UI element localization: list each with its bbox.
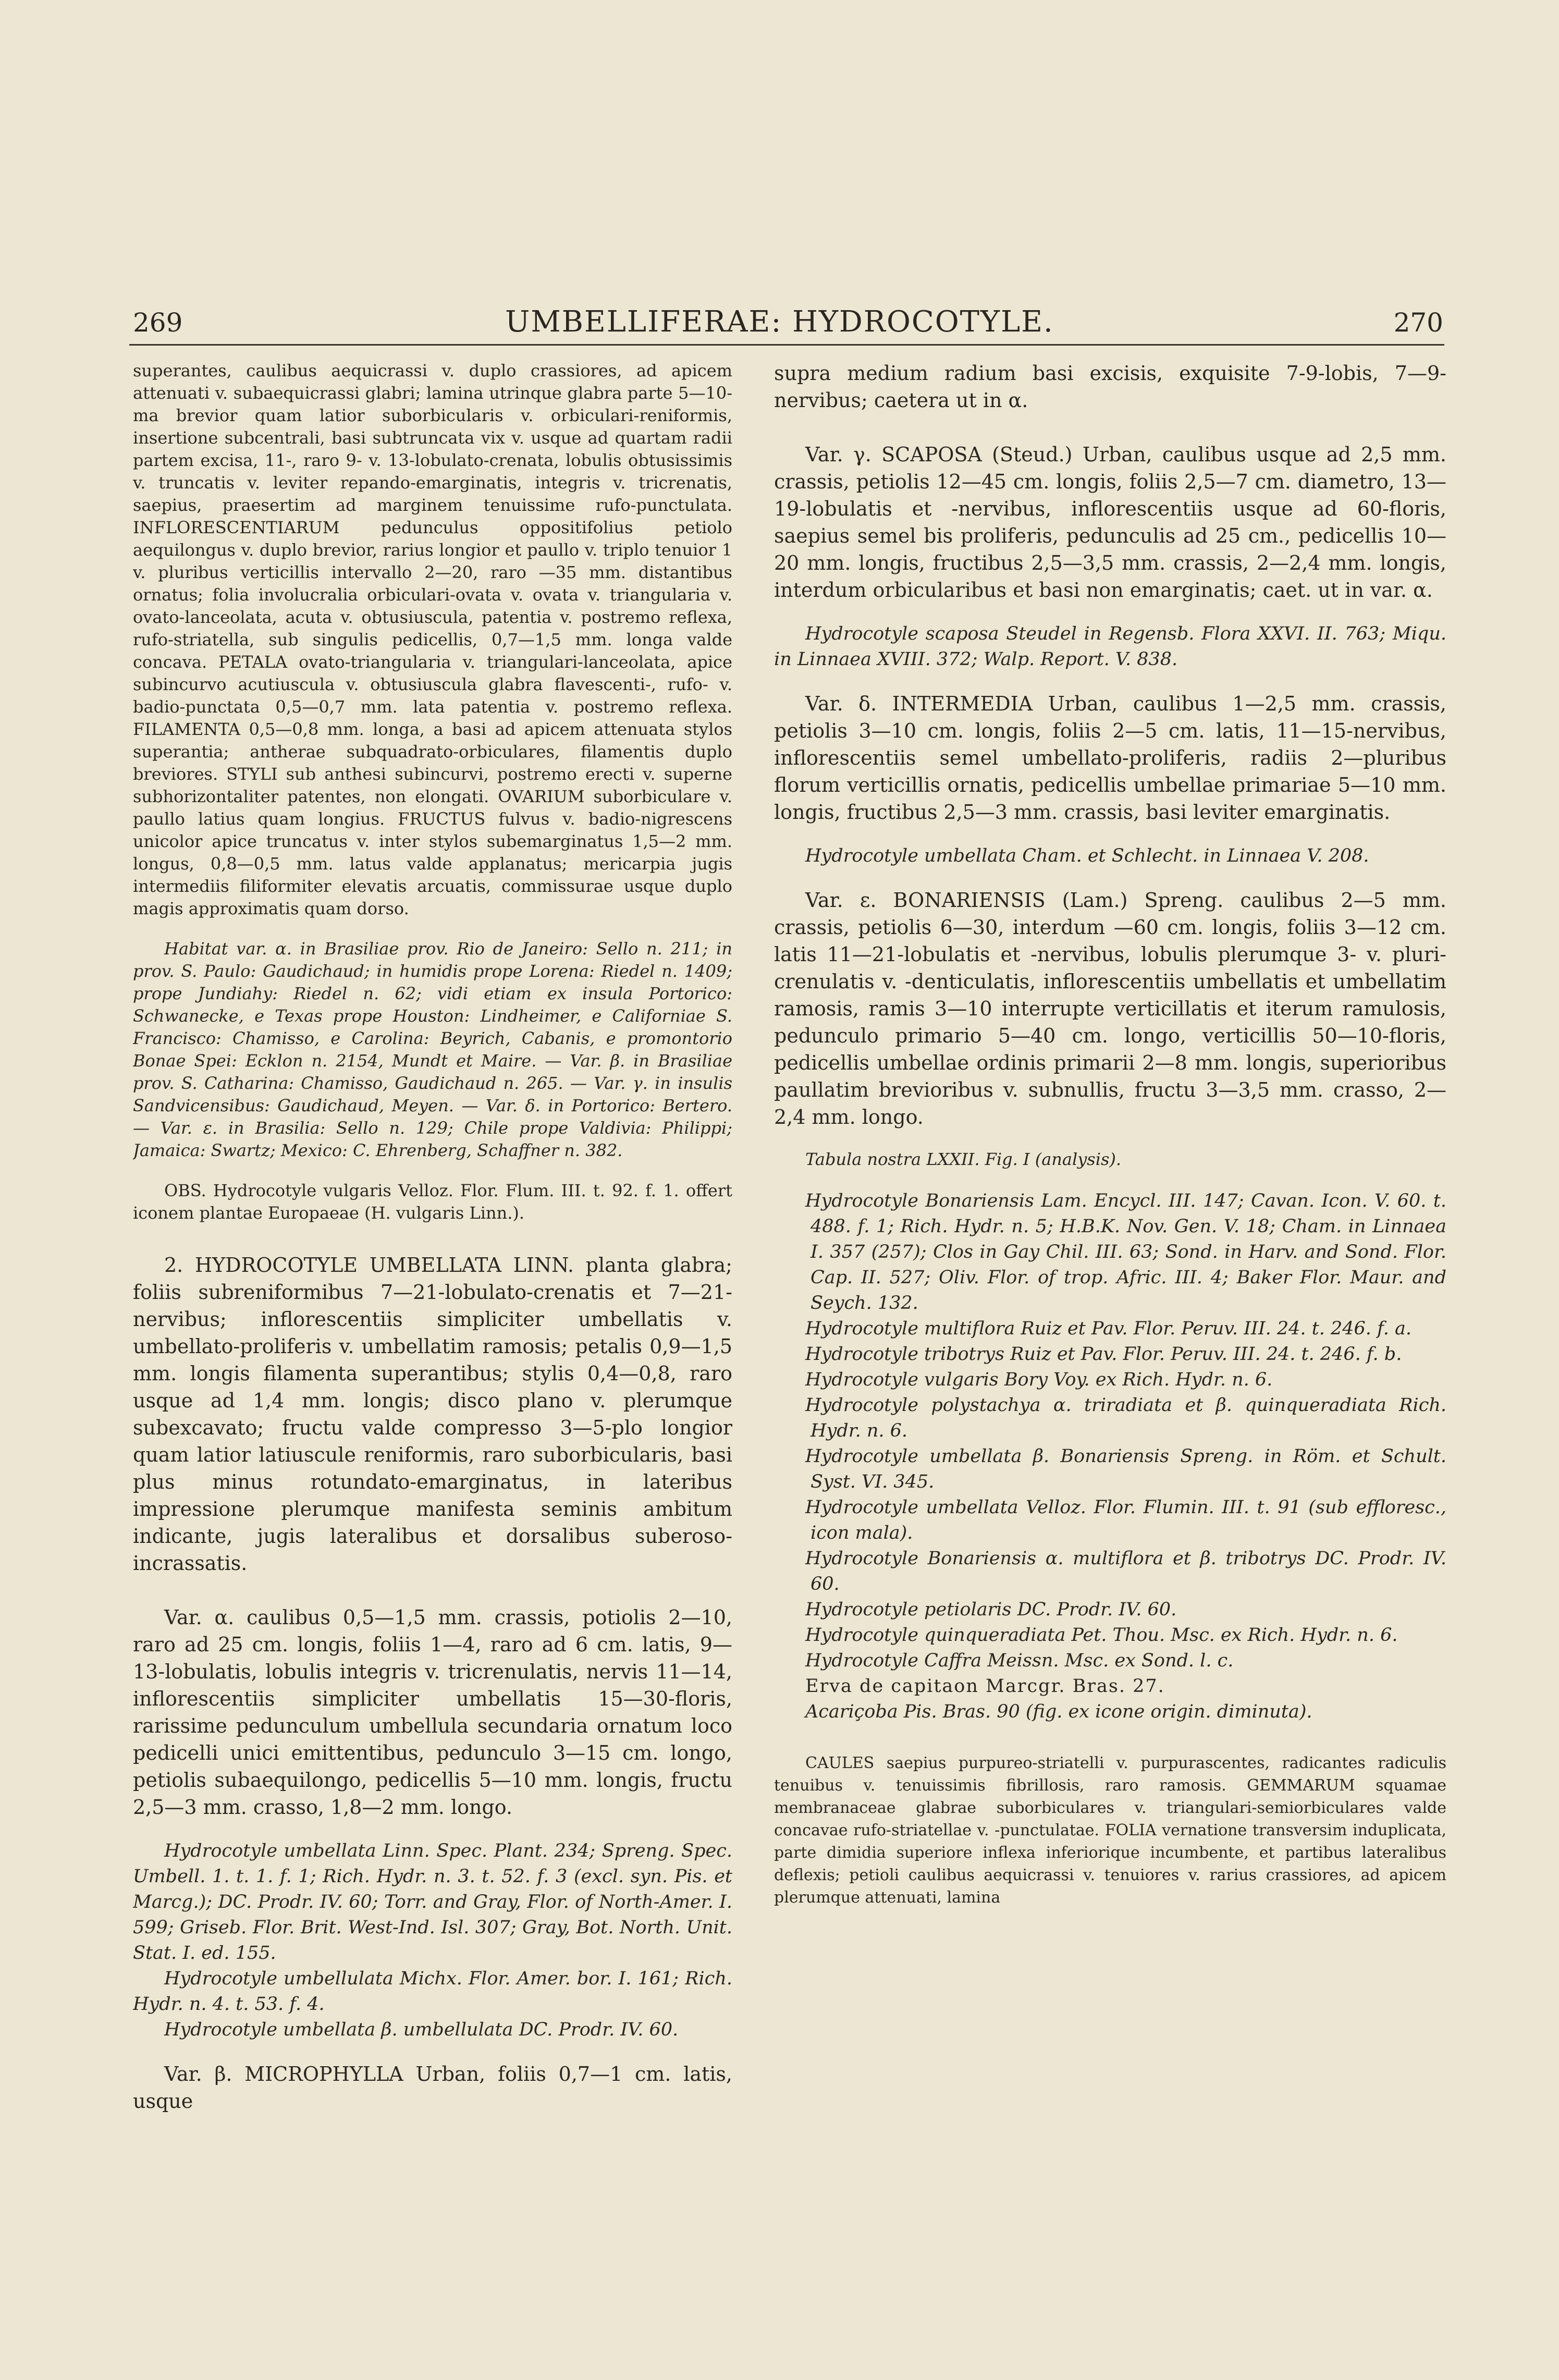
synonym-entry: Acariçoba Pis. Bras. 90 (fig. ex icone origin. diminuta). xyxy=(805,1701,1312,1722)
observation-note: OBS. Hydrocotyle vulgaris Velloz. Flor. Flum. III. t. 92. f. 1. offert iconem plantae Europaeae (H. vulgaris Linn.). xyxy=(133,1181,732,1223)
synonym-entry: Hydrocotyle petiolaris DC. Prodr. IV. 60. xyxy=(805,1599,1177,1620)
page-number-left: 269 xyxy=(133,308,183,338)
synonym-entry: Hydrocotyle Bonariensis α. multiflora et β. tribotrys DC. Prodr. IV. 60. xyxy=(805,1548,1446,1594)
citation-alpha-2: Hydrocotyle umbellulata Michx. Flor. Amer. bor. I. 161; Rich. Hydr. n. 4. t. 53. f. 4. xyxy=(133,1968,732,2015)
synonym-entry: Hydrocotyle quinqueradiata Pet. Thou. Msc. ex Rich. Hydr. n. 6. xyxy=(805,1625,1398,1646)
variety-gamma: Var. γ. SCAPOSA (Steud.) Urban, caulibus usque ad 2,5 mm. crassis, petiolis 12—45 cm. longis, foliis 2,5—7 cm. diametro, 13—19-lobulatis et -nervibus, inflorescentiis usque ad 60-floris, saepius semel bis proliferis, pedunculis ad 25 cm., pedicellis 10—20 mm. longis, fructibus 2,5—3,5 mm. crassis, 2—2,4 mm. longis, interdum orbicularibus et basi non emarginatis; caet. ut in var. α. xyxy=(774,443,1446,602)
synonym-entry: Hydrocotyle multiflora Ruiz et Pav. Flor. Peruv. III. 24. t. 246. f. a. xyxy=(805,1318,1411,1339)
synonym-entry: Hydrocotyle tribotrys Ruiz et Pav. Flor. Peruv. III. 24. t. 246. f. b. xyxy=(805,1344,1402,1365)
synonym-entry: Hydrocotyle vulgaris Bory Voy. ex Rich. Hydr. n. 6. xyxy=(805,1369,1273,1390)
variety-delta: Var. δ. INTERMEDIA Urban, caulibus 1—2,5 mm. crassis, petiolis 3—10 cm. longis, foliis 2—5 cm. latis, 11—15-nervibus, inflorescentiis semel umbellato-proliferis, radiis 2—pluribus florum verticillis ornatis, pedicellis umbellae primariae 5—10 mm. longis, fructibus 2,5—3 mm. crassis, basi leviter emarginatis. xyxy=(774,692,1446,824)
description-continued: superantes, caulibus aequicrassi v. duplo crassiores, ad apicem attenuati v. subaequicrassi glabri; lamina utrinque glabra parte 5—10-ma brevior quam latior suborbicularis v. orbiculari-reniformis, insertione subcentrali, basi subtruncata vix v. usque ad quartam radii partem excisa, 11-, raro 9- v. 13-lobulato-crenata, lobulis obtusissimis v. truncatis v. leviter repando-emarginatis, integris v. tricrenatis, saepius, praesertim ad marginem tenuissime rufo-punctulata. INFLORESCENTIARUM pedunculus oppositifolius petiolo aequilongus v. duplo brevior, rarius longior et paullo v. triplo tenuior 1 v. pluribus verticillis intervallo 2—20, raro —35 mm. distantibus ornatus; folia involucralia orbiculari-ovata v. ovata v. triangularia v. ovato-lanceolata, acuta v. obtusiuscula, patentia v. postremo reflexa, rufo-striatella, sub singulis pedicellis, 0,7—1,5 mm. longa valde concava. PETALA ovato-triangularia v. triangulari-lanceolata, apice subincurvo acutiuscula v. obtusiuscula glabra flavescenti-, rufo- v. badio-punctata 0,5—0,7 mm. lata patentia v. postremo reflexa. FILAMENTA 0,5—0,8 mm. longa, a basi ad apicem attenuata stylos superantia; antherae subquadrato-orbiculares, filamentis duplo breviores. STYLI sub anthesi subincurvi, postremo erecti v. superne subhorizontaliter patentes, non elongati. OVARIUM suborbiculare v. paullo latius quam longius. FRUCTUS fulvus v. badio-nigrescens unicolor apice truncatus v. inter stylos subemarginatus 1,5—2 mm. longus, 0,8—0,5 mm. latus valde applanatus; mericarpia jugis intermediis filiformiter elevatis arcuatis, commissurae usque duplo magis approximatis quam dorso. xyxy=(133,361,732,918)
synonym-entry: Hydrocotyle Caffra Meissn. Msc. ex Sond. l. c. xyxy=(805,1650,1234,1671)
habitat-paragraph: Habitat var. α. in Brasiliae prov. Rio de Janeiro: Sello n. 211; in prov. S. Paulo: Gaudichaud; in humidis prope Lorena: Riedel n. 1409; prope Jundiahy: Riedel n. 62; vidi etiam ex insula Portorico: Schwanecke, e Texas prope Houston: Lindheimer, e Californiae S. Francisco: Chamisso, e Carolina: Beyrich, Cabanis, e promontorio Bonae Spei: Ecklon n. 2154, Mundt et Maire. — Var. β. in Brasiliae prov. S. Catharina: Chamisso, Gaudichaud n. 265. — Var. γ. in insulis Sandvicensibus: Gaudichaud, Meyen. — Var. δ. in Portorico: Bertero. — Var. ε. in Brasilia: Sello n. 129; Chile prope Valdivia: Philippi; Jamaica: Swartz; Mexico: C. Ehrenberg, Schaffner n. 382. xyxy=(133,939,732,1160)
synonym-entry: Hydrocotyle polystachya α. triradiata et β. quinqueradiata Rich. Hydr. n. 6. xyxy=(805,1395,1446,1441)
citation-delta: Hydrocotyle umbellata Cham. et Schlecht. in Linnaea V. 208. xyxy=(805,845,1369,866)
synonym-entry: Hydrocotyle umbellata β. Bonariensis Spreng. in Röm. et Schult. Syst. VI. 345. xyxy=(805,1446,1446,1492)
variety-beta: Var. β. MICROPHYLLA Urban, foliis 0,7—1 cm. latis, usque xyxy=(133,2063,732,2113)
plate-reference: Tabula nostra LXXII. Fig. I (analysis). xyxy=(805,1149,1122,1169)
synonym-entry: Hydrocotyle umbellata Velloz. Flor. Flumin. III. t. 91 (sub effloresc., icon mala). xyxy=(805,1497,1446,1543)
column-right xyxy=(774,360,1446,2320)
citation-alpha-3: Hydrocotyle umbellata β. umbellulata DC. Prodr. IV. 60. xyxy=(164,2019,679,2040)
synonym-list xyxy=(774,1188,1446,1725)
running-title: UMBELLIFERAE: HYDROCOTYLE. xyxy=(505,305,1054,339)
species-2-description: 2. HYDROCOTYLE UMBELLATA LINN. planta glabra; foliis subreniformibus 7—21-lobulato-crenatis et 7—21-nervibus; inflorescentiis simpliciter umbellatis v. umbellato-proliferis v. umbellatim ramosis; petalis 0,9—1,5 mm. longis filamenta superantibus; stylis 0,4—0,8, raro usque ad 1,4 mm. longis; disco plano v. plerumque subexcavato; fructu valde compresso 3—5-plo longior quam latior latiuscule reniformis, raro suborbicularis, basi plus minus rotundato-emarginatus, in lateribus impressione plerumque manifesta seminis ambitum indicante, jugis lateralibus et dorsalibus suberoso-incrassatis. xyxy=(133,1254,732,1575)
synonym-entry: Erva de capitaon Marcgr. Bras. 27. xyxy=(805,1676,1165,1697)
beta-continued: supra medium radium basi excisis, exquisite 7-9-lobis, 7—9-nervibus; caetera ut in α. xyxy=(774,362,1446,412)
variety-alpha: Var. α. caulibus 0,5—1,5 mm. crassis, potiolis 2—10, raro ad 25 cm. longis, foliis 1—4, raro ad 6 cm. latis, 9—13-lobulatis, lobulis integris v. tricrenulatis, nervis 11—14, inflorescentiis simpliciter umbellatis 15—30-floris, rarissime pedunculum umbellula secundaria ornatum loco pedicelli unici emittentibus, pedunculo 3—15 cm. longo, petiolis subaequilongo, pedicellis 5—10 mm. longis, fructu 2,5—3 mm. crasso, 1,8—2 mm. longo. xyxy=(133,1606,732,1819)
header-rule xyxy=(129,344,1444,346)
morphology-paragraph: CAULES saepius purpureo-striatelli v. purpurascentes, radicantes radiculis tenuibus v. tenuissimis fibrillosis, raro ramosis. GEMMARUM squamae membranaceae glabrae suborbiculares v. triangulari-semiorbiculares valde concavae rufo-striatellae v. -punctulatae. FOLIA vernatione transversim induplicata, parte dimidia superiore inflexa inferiorique incumbente, et partibus lateralibus deflexis; petioli caulibus aequicrassi v. tenuiores v. rarius crassiores, ad apicem plerumque attenuati, lamina xyxy=(774,1754,1446,1907)
column-left xyxy=(133,360,732,2320)
citation-alpha-1: Hydrocotyle umbellata Linn. Spec. Plant. 234; Spreng. Spec. Umbell. 1. t. 1. f. 1; Rich. Hydr. n. 3. t. 52. f. 3 (excl. syn. Pis. et Marcg.); DC. Prodr. IV. 60; Torr. and Gray, Flor. of North-Amer. I. 599; Griseb. Flor. Brit. West-Ind. Isl. 307; Gray, Bot. North. Unit. Stat. I. ed. 155. xyxy=(133,1841,732,1964)
page-number-right: 270 xyxy=(1393,308,1443,338)
variety-epsilon: Var. ε. BONARIENSIS (Lam.) Spreng. caulibus 2—5 mm. crassis, petiolis 6—30, interdum —60 cm. longis, foliis 3—12 cm. latis 11—21-lobulatis et -nervibus, lobulis plerumque 3- v. pluri-crenulatis v. -denticulatis, inflorescentiis umbellatis et umbellatim ramosis, ramis 3—10 interrupte verticillatis et iterum ramulosis, pedunculo primario 5—40 cm. longo, verticillis 50—10-floris, pedicellis umbellae ordinis primarii 2—8 mm. longis, superioribus paullatim brevioribus v. subnullis, fructu 3—3,5 mm. crasso, 2—2,4 mm. longo. xyxy=(774,889,1446,1128)
citation-gamma: Hydrocotyle scaposa Steudel in Regensb. Flora XXVI. II. 763; Miqu. in Linnaea XVIII. 372; Walp. Report. V. 838. xyxy=(774,623,1446,670)
synonym-entry: Hydrocotyle Bonariensis Lam. Encycl. III. 147; Cavan. Icon. V. 60. t. 488. f. 1; Rich. Hydr. n. 5; H.B.K. Nov. Gen. V. 18; Cham. in Linnaea I. 357 (257); Clos in Gay Chil. III. 63; Sond. in Harv. and Sond. Flor. Cap. II. 527; Oliv. Flor. of trop. Afric. III. 4; Baker Flor. Maur. and Seych. 132. xyxy=(805,1191,1446,1314)
